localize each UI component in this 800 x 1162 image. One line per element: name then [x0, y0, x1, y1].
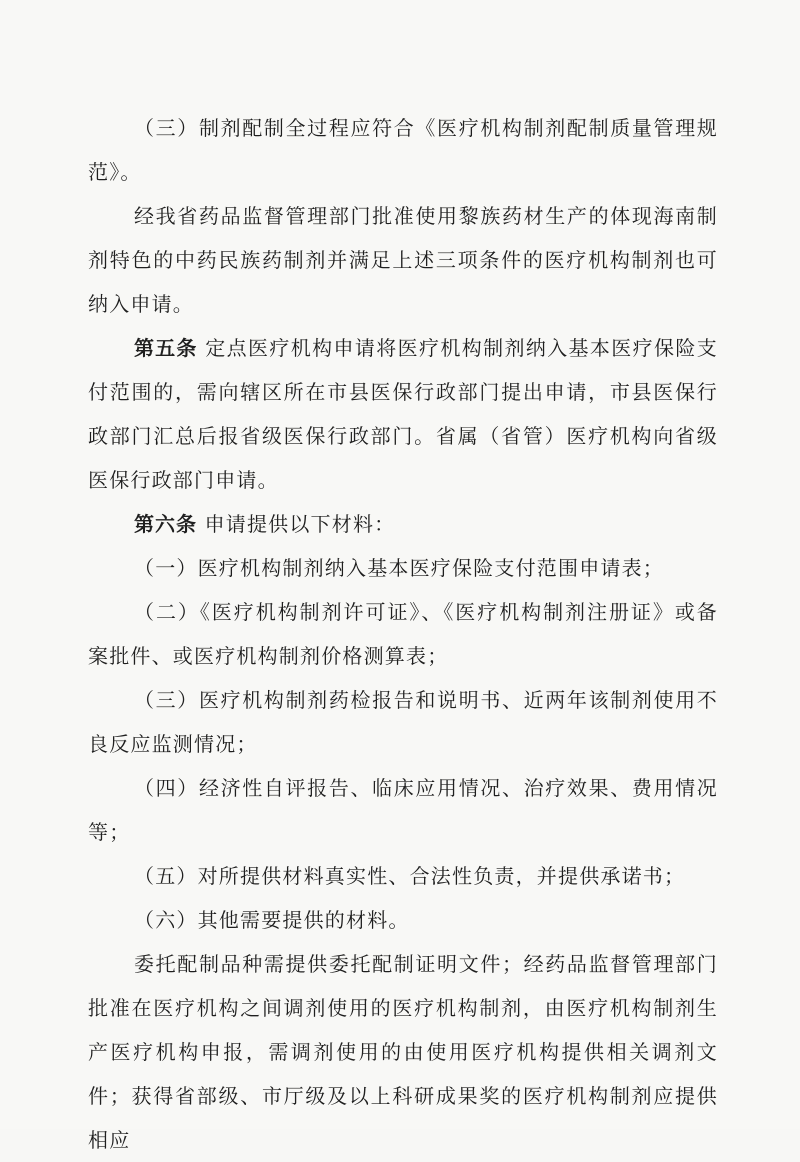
paragraph-text: （一）医疗机构制剂纳入基本医疗保险支付范围申请表； [134, 556, 664, 580]
paragraph-text: （四）经济性自评报告、临床应用情况、治疗效果、费用情况等； [88, 776, 718, 844]
paragraph-article-5 [88, 326, 718, 502]
paragraph-text: 定点医疗机构申请将医疗机构制剂纳入基本医疗保险支付范围的，需向辖区所在市县医保行政部门提出申请，市县医保行政部门汇总后报省级医保行政部门。省属（省管）医疗机构向省级医保行政部门申请。 [88, 336, 718, 492]
article-number: 第五条 [134, 336, 198, 360]
document-body [88, 106, 718, 1162]
paragraph-text: （六）其他需要提供的材料。 [134, 908, 410, 932]
list-item-3 [88, 678, 718, 766]
paragraph-text: （二）《医疗机构制剂许可证》、《医疗机构制剂注册证》或备案批件、或医疗机构制剂价格测算表； [88, 600, 718, 668]
paragraph-text: （三）医疗机构制剂药检报告和说明书、近两年该制剂使用不良反应监测情况； [88, 688, 718, 756]
list-item-5 [88, 854, 718, 898]
list-item-6 [88, 898, 718, 942]
paragraph-text: （三）制剂配制全过程应符合《医疗机构制剂配制质量管理规范》。 [88, 116, 718, 184]
paragraph-text: 委托配制品种需提供委托配制证明文件；经药品监督管理部门批准在医疗机构之间调剂使用的医疗机构制剂，由医疗机构制剂生产医疗机构申报，需调剂使用的由使用医疗机构提供相关调剂文件；获得省部级、市厅级及以上科研成果奖的医疗机构制剂应提供相应 [88, 952, 718, 1152]
article-number: 第六条 [134, 512, 197, 536]
list-item-1 [88, 546, 718, 590]
paragraph-text: （五）对所提供材料真实性、合法性负责，并提供承诺书； [134, 864, 686, 888]
paragraph-commissioned [88, 942, 718, 1162]
paragraph-text: 申请提供以下材料： [204, 512, 396, 536]
paragraph-text: 经我省药品监督管理部门批准使用黎族药材生产的体现海南制剂特色的中药民族药制剂并满足上述三项条件的医疗机构制剂也可纳入申请。 [88, 204, 718, 316]
paragraph-article-6 [88, 502, 718, 546]
paragraph-li-medicine [88, 194, 718, 326]
list-item-4 [88, 766, 718, 854]
paragraph-clause-3 [88, 106, 718, 194]
list-item-2 [88, 590, 718, 678]
